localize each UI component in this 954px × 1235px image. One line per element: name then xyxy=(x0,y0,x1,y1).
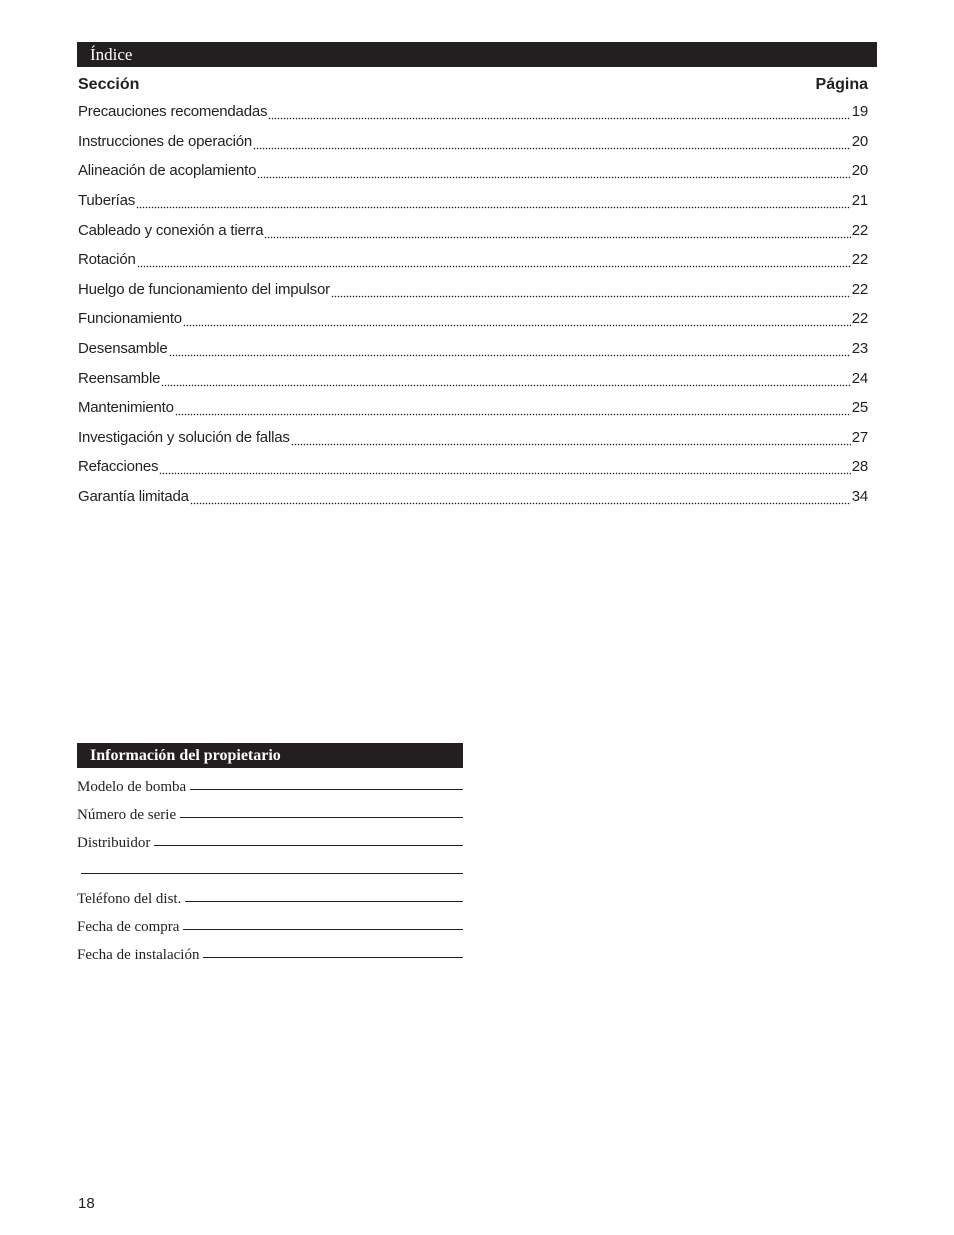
toc-entry[interactable] xyxy=(78,452,868,482)
toc-entry-page: 28 xyxy=(851,458,868,476)
toc-entry-page: 22 xyxy=(851,251,868,269)
dot-leader xyxy=(159,460,850,475)
toc-entry[interactable] xyxy=(78,186,868,216)
toc-title: Índice xyxy=(90,45,133,64)
owner-field-installation-date xyxy=(77,938,463,966)
toc-entry-label: Instrucciones de operación xyxy=(78,132,253,150)
owner-info-form xyxy=(77,770,463,966)
fill-in-line[interactable] xyxy=(183,928,463,930)
owner-info-title: Información del propietario xyxy=(90,747,281,764)
owner-field-label: Distribuidor xyxy=(77,835,151,851)
fill-in-line[interactable] xyxy=(180,816,463,818)
toc-entry-label: Refacciones xyxy=(78,458,159,476)
toc-entry-page: 21 xyxy=(851,192,868,210)
toc-list xyxy=(78,97,868,511)
dot-leader xyxy=(291,431,851,446)
owner-field-label: Fecha de instalación xyxy=(77,947,200,963)
owner-field-distributor xyxy=(77,826,463,854)
owner-field-label: Teléfono del dist. xyxy=(77,891,182,907)
dot-leader xyxy=(264,224,850,239)
toc-title-bar xyxy=(77,42,877,67)
fill-in-line[interactable] xyxy=(190,788,463,790)
toc-entry-page: 24 xyxy=(851,369,868,387)
fill-in-line[interactable] xyxy=(185,900,463,902)
toc-entry-page: 22 xyxy=(851,221,868,239)
toc-entry[interactable] xyxy=(78,156,868,186)
dot-leader xyxy=(257,164,850,179)
toc-entry[interactable] xyxy=(78,363,868,393)
toc-entry-label: Funcionamiento xyxy=(78,310,182,328)
owner-field-pump-model xyxy=(77,770,463,798)
toc-entry[interactable] xyxy=(78,482,868,512)
owner-field-distributor-continued xyxy=(77,854,463,882)
toc-entry-page: 19 xyxy=(851,103,868,121)
toc-column-headings xyxy=(78,74,868,96)
owner-field-label: Modelo de bomba xyxy=(77,779,187,795)
toc-entry-page: 34 xyxy=(851,488,868,506)
dot-leader xyxy=(253,135,851,150)
owner-field-label: Fecha de compra xyxy=(77,919,180,935)
toc-entry-page: 23 xyxy=(851,340,868,358)
toc-entry-page: 22 xyxy=(851,310,868,328)
fill-in-line[interactable] xyxy=(154,844,463,846)
page-heading: Página xyxy=(815,76,868,93)
dot-leader xyxy=(137,253,851,268)
toc-entry-label: Mantenimiento xyxy=(78,399,174,417)
page-number: 18 xyxy=(78,1195,95,1212)
owner-field-distributor-phone xyxy=(77,882,463,910)
toc-entry-page: 27 xyxy=(851,428,868,446)
dot-leader xyxy=(190,490,851,505)
toc-entry-label: Investigación y solución de fallas xyxy=(78,428,290,446)
toc-entry[interactable] xyxy=(78,423,868,453)
toc-entry[interactable] xyxy=(78,245,868,275)
owner-field-serial-number xyxy=(77,798,463,826)
dot-leader xyxy=(268,105,850,120)
fill-in-line[interactable] xyxy=(81,872,463,874)
dot-leader xyxy=(161,372,850,387)
owner-info-title-bar xyxy=(77,743,463,768)
toc-entry-label: Precauciones recomendadas xyxy=(78,103,268,121)
toc-entry[interactable] xyxy=(78,127,868,157)
toc-entry[interactable] xyxy=(78,393,868,423)
toc-entry-label: Huelgo de funcionamiento del impulsor xyxy=(78,280,330,298)
toc-entry-label: Rotación xyxy=(78,251,136,269)
toc-entry-label: Alineación de acoplamiento xyxy=(78,162,257,180)
toc-entry-label: Reensamble xyxy=(78,369,161,387)
toc-entry-page: 25 xyxy=(851,399,868,417)
dot-leader xyxy=(183,312,851,327)
section-heading: Sección xyxy=(78,76,140,93)
toc-entry[interactable] xyxy=(78,304,868,334)
owner-field-label: Número de serie xyxy=(77,807,177,823)
toc-entry-label: Desensamble xyxy=(78,340,168,358)
dot-leader xyxy=(175,401,851,416)
toc-entry[interactable] xyxy=(78,334,868,364)
toc-entry[interactable] xyxy=(78,215,868,245)
toc-entry-page: 20 xyxy=(851,162,868,180)
fill-in-line[interactable] xyxy=(203,956,463,958)
toc-entry-label: Tuberías xyxy=(78,192,136,210)
dot-leader xyxy=(331,283,851,298)
toc-entry-label: Garantía limitada xyxy=(78,488,189,506)
dot-leader xyxy=(169,342,851,357)
toc-entry-label: Cableado y conexión a tierra xyxy=(78,221,264,239)
toc-entry-page: 20 xyxy=(851,132,868,150)
toc-entry[interactable] xyxy=(78,275,868,305)
dot-leader xyxy=(136,194,851,209)
toc-entry-page: 22 xyxy=(851,280,868,298)
toc-entry[interactable] xyxy=(78,97,868,127)
owner-field-purchase-date xyxy=(77,910,463,938)
